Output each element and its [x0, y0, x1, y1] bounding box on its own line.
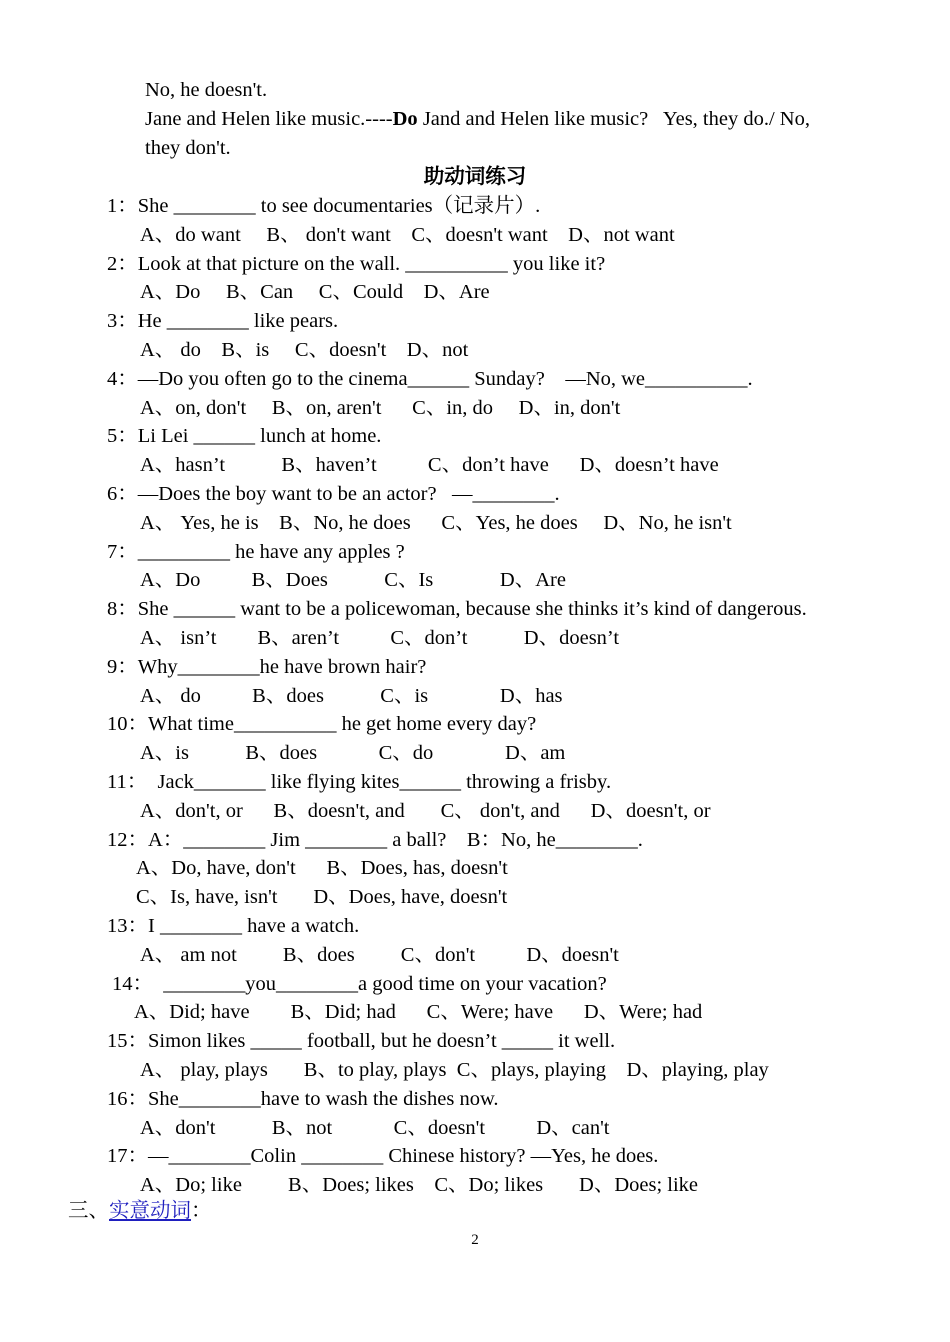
question-3-options: A、 do B、is C、doesn't D、not: [140, 339, 469, 361]
question-3: 3：He ________ like pears.: [107, 310, 339, 332]
question-9-options: A、 do B、does C、is D、has: [140, 685, 563, 707]
section-title-link[interactable]: 实意动词: [109, 1200, 191, 1222]
intro-line-2-bold: Do: [392, 108, 418, 130]
section-heading: [68, 1198, 212, 1224]
question-4-options: A、on, don't B、on, aren't C、in, do D、in, don't: [140, 397, 621, 419]
question-12: 12：A：________ Jim ________ a ball? B：No, he________.: [107, 829, 643, 851]
question-14-options: A、Did; have B、Did; had C、Were; have D、Were; had: [134, 1001, 703, 1023]
question-5: 5：Li Lei ______ lunch at home.: [107, 425, 382, 447]
question-17: 17：—________Colin ________ Chinese history? —Yes, he does.: [107, 1145, 659, 1167]
question-1: 1：She ________ to see documentaries（记录片）.: [107, 195, 541, 217]
question-4: 4：—Do you often go to the cinema______ Sunday? —No, we__________.: [107, 368, 753, 390]
question-9: 9：Why________he have brown hair?: [107, 656, 427, 678]
intro-line-2: [145, 106, 810, 132]
question-2-options: A、Do B、Can C、Could D、Are: [140, 281, 490, 303]
question-7-options: A、Do B、Does C、Is D、Are: [140, 569, 566, 591]
question-11-options: A、don't, or B、doesn't, and C、 don't, and D、doesn't, or: [140, 800, 711, 822]
intro-line-2-pre: Jane and Helen like music.----: [145, 108, 393, 130]
question-16-options: A、don't B、not C、doesn't D、can't: [140, 1117, 610, 1139]
question-14: 14： ________you________a good time on your vacation?: [112, 973, 607, 995]
question-17-options: A、Do; like B、Does; likes C、Do; likes D、Does; like: [140, 1174, 699, 1196]
question-15: 15：Simon likes _____ football, but he doesn’t _____ it well.: [107, 1030, 616, 1052]
exercise-heading: 助动词练习: [423, 166, 527, 188]
section-number: 三、: [68, 1200, 109, 1222]
question-13-options: A、 am not B、does C、don't D、doesn't: [140, 944, 619, 966]
question-8-options: A、 isn’t B、aren’t C、don’t D、doesn’t: [140, 627, 620, 649]
intro-line-2-post: Jand and Helen like music? Yes, they do./ No,: [417, 108, 810, 130]
question-10: 10：What time__________ he get home every day?: [107, 713, 537, 735]
question-16: 16：She________have to wash the dishes now.: [107, 1088, 499, 1110]
section-colon: ：: [191, 1200, 212, 1222]
question-12-options-2: C、Is, have, isn't D、Does, have, doesn't: [136, 886, 508, 908]
question-15-options: A、 play, plays B、to play, plays C、plays, playing D、playing, play: [140, 1059, 769, 1081]
question-6-options: A、 Yes, he is B、No, he does C、Yes, he does D、No, he isn't: [140, 512, 732, 534]
question-6: 6：—Does the boy want to be an actor? —________.: [107, 483, 560, 505]
question-13: 13：I ________ have a watch.: [107, 915, 360, 937]
question-7: 7：_________ he have any apples ?: [107, 541, 405, 563]
intro-line-1: No, he doesn't.: [145, 79, 268, 101]
question-1-options: A、do want B、 don't want C、doesn't want D、not want: [140, 224, 675, 246]
question-8: 8：She ______ want to be a policewoman, because she thinks it’s kind of dangerous.: [107, 598, 807, 620]
question-12-options-1: A、Do, have, don't B、Does, has, doesn't: [136, 857, 508, 879]
page-number: 2: [471, 1232, 479, 1248]
question-10-options: A、is B、does C、do D、am: [140, 742, 566, 764]
question-2: 2：Look at that picture on the wall. __________ you like it?: [107, 253, 606, 275]
question-5-options: A、hasn’t B、haven’t C、don’t have D、doesn’t have: [140, 454, 719, 476]
intro-line-3: they don't.: [145, 137, 231, 159]
question-11: 11： Jack_______ like flying kites______ throwing a frisby.: [107, 771, 612, 793]
